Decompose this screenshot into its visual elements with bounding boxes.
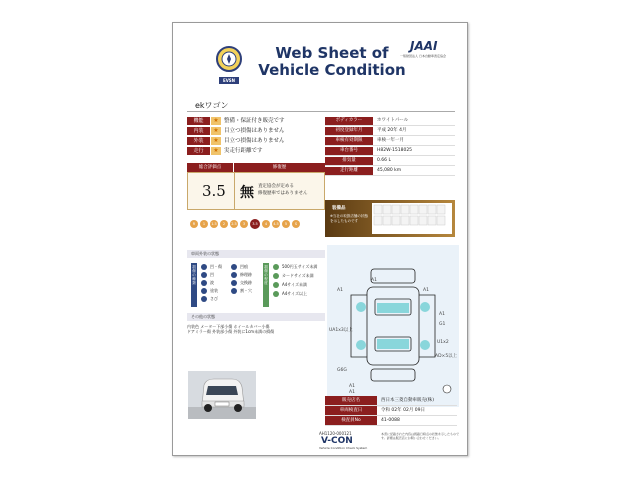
remarks-title: その他の状態 — [187, 313, 325, 321]
spec-value: H82W-1518025 — [377, 148, 413, 153]
diagram-label: A1 — [371, 278, 377, 283]
diagram-label: G6G — [337, 368, 347, 373]
spec-value: ホワイトパール — [377, 118, 409, 123]
damage-code-icon — [231, 280, 237, 286]
legend-title: 車両外装の状態 — [187, 250, 325, 258]
damage-code-icon — [201, 280, 207, 286]
divider — [187, 111, 455, 112]
divider — [234, 173, 235, 209]
legend-item-text: 凹痕 — [240, 264, 248, 269]
level-icon — [273, 264, 279, 270]
spec-row — [325, 117, 455, 126]
legend-side-label: 損傷の程度 — [263, 263, 269, 307]
evaluation-header — [187, 163, 325, 172]
dealer-label: 車両検査日 — [325, 406, 377, 415]
damage-diagram — [327, 245, 459, 407]
legend-side-label: 損傷の種類 — [191, 263, 197, 307]
legend-item-text: カードサイズ未満 — [282, 273, 314, 278]
spec-value: 45,080 km — [377, 168, 402, 173]
repair-note — [258, 184, 308, 197]
score-scale — [190, 220, 330, 229]
spec-label: ボディカラー — [325, 117, 373, 125]
diagram-label: UA1x3以上 — [329, 328, 353, 333]
spec-label: 車検有効期限 — [325, 137, 373, 145]
spec-row — [325, 157, 455, 166]
legend-item-text: A4サイズ未満 — [282, 282, 307, 287]
equipment-note: ※当社の取扱店舗の状態を示したものです — [330, 214, 368, 223]
vcon-logo: V-CON — [321, 436, 353, 446]
jaai-logo: JAAI — [410, 39, 438, 53]
repair-label: 修復歴 — [234, 163, 325, 172]
vcon-subtitle: Vehicle Condition Check System — [319, 446, 368, 450]
star-icon: ★ — [211, 127, 221, 135]
condition-row — [187, 137, 319, 146]
damage-code-icon — [231, 264, 237, 270]
spec-row — [325, 137, 455, 146]
dealer-label: 販売店名 — [325, 396, 377, 405]
vehicle-model: ekワゴン — [195, 101, 229, 110]
dealer-value: 令和 02年 02月 09日 — [381, 408, 425, 413]
diagram-label: A1 — [423, 288, 429, 293]
diagram-label: A1 — [337, 288, 343, 293]
legend-item-text: 割・穴 — [240, 288, 252, 293]
vehicle-photo — [188, 371, 256, 419]
star-icon: ★ — [211, 117, 221, 125]
condition-label: 外装 — [187, 137, 210, 145]
repair-note-line: 修復歴車ではありません — [258, 190, 308, 196]
damage-code-icon — [201, 264, 207, 270]
scale-dot: 3 — [240, 220, 248, 228]
diagram-label: A1 — [349, 384, 355, 389]
legend-item-text: 修理跡 — [240, 272, 252, 277]
legend-item — [201, 271, 214, 278]
legend-item-text: 500円玉サイズ未満 — [282, 264, 318, 269]
repair-note-line: 査定協会が定める — [258, 184, 294, 189]
dealer-label: 検査員No — [325, 416, 377, 425]
direction-icon — [443, 385, 451, 393]
scale-dot: 2 — [220, 220, 228, 228]
legend-item-text: A4サイズ以上 — [282, 291, 307, 296]
diagram-label: A1 — [349, 390, 355, 395]
car-image-icon — [188, 371, 256, 419]
sheet-id: AH1120-000121 — [319, 431, 352, 436]
condition-text: 目立つ損傷はありません — [224, 128, 285, 134]
condition-row — [187, 117, 319, 126]
overall-score: 3.5 — [202, 182, 226, 200]
scale-dot: R — [190, 220, 198, 228]
legend-item — [231, 271, 252, 278]
legend-item-text: 交換跡 — [240, 280, 252, 285]
damage-code-icon — [201, 272, 207, 278]
legend-item-text: 塗装 — [210, 288, 218, 293]
legend-item — [273, 290, 307, 297]
equipment-panel — [325, 200, 455, 237]
scale-dot: 5 — [282, 220, 290, 228]
condition-row — [187, 127, 319, 136]
condition-text: 目立つ損傷はありません — [224, 138, 285, 144]
damage-code-icon — [201, 296, 207, 302]
evsn-emblem-icon — [215, 46, 243, 76]
damage-code-icon — [201, 288, 207, 294]
condition-label: 機能 — [187, 117, 210, 125]
spec-row — [325, 167, 455, 176]
spec-label: 排気量 — [325, 157, 373, 165]
damage-code-icon — [231, 272, 237, 278]
spec-row — [325, 127, 455, 136]
level-icon — [273, 282, 279, 288]
spec-label: 初度登録年月 — [325, 127, 373, 135]
dealer-row — [325, 406, 457, 416]
dealer-info — [325, 396, 457, 426]
legend-item — [273, 272, 314, 279]
star-icon: ★ — [211, 137, 221, 145]
remarks-text — [187, 324, 325, 334]
legend-item — [201, 279, 214, 286]
equipment-grid — [372, 203, 452, 234]
diagram-label: A1 — [439, 312, 445, 317]
evaluation-box — [187, 172, 325, 210]
condition-text: 実走行距離です — [224, 148, 263, 154]
spec-value: 0.66 L — [377, 158, 391, 163]
damage-legend — [187, 263, 325, 307]
remark-line: ドアミラー傷 外装部小傷 外装に1cm未満の損傷 — [187, 329, 275, 334]
spec-row — [325, 147, 455, 156]
scale-dot: 1.5 — [211, 222, 217, 226]
legend-item — [201, 287, 218, 294]
scale-dot-selected: 3.5 — [250, 219, 260, 229]
legend-item-text: 凹 — [210, 272, 214, 277]
legend-item-text: 凹・傷 — [210, 264, 222, 269]
car-body-diagram-icon — [327, 245, 459, 395]
remark-line: 内装色 メーター下部小傷 ホイールカバー小傷 — [187, 324, 270, 329]
jaai-subtitle: 一般財団法人 日本自動車査定協会 — [400, 54, 446, 58]
damage-code-icon — [231, 288, 237, 294]
dealer-value: 41-0088 — [381, 418, 400, 423]
level-icon — [273, 273, 279, 279]
condition-row — [187, 147, 319, 156]
legend-item — [273, 263, 317, 270]
emblem-caption: EVSN — [219, 77, 239, 84]
overall-label: 総合評価点 — [187, 163, 233, 172]
spec-label: 車台番号 — [325, 147, 373, 155]
scale-dot: 4 — [262, 220, 270, 228]
star-icon: ★ — [211, 147, 221, 155]
repair-symbol: 無 — [240, 185, 254, 201]
legend-item-text: 波 — [210, 280, 214, 285]
condition-label: 内装 — [187, 127, 210, 135]
legend-item — [201, 295, 218, 302]
spec-value: 車検一年一月 — [377, 138, 404, 143]
condition-text: 整備・保証付き販売です — [224, 118, 285, 124]
legend-item — [231, 279, 252, 286]
title-line-2: Vehicle Condition — [258, 61, 406, 79]
dealer-value: 西日本三菱自動車販売(株) — [381, 398, 435, 403]
equipment-label: 装備品 — [332, 206, 346, 211]
legend-item — [201, 263, 222, 270]
dealer-row — [325, 396, 457, 406]
scale-dot: 1 — [200, 220, 208, 228]
scale-dot: 4.5 — [273, 222, 279, 226]
legend-item — [231, 263, 248, 270]
sheet-title — [254, 45, 410, 79]
level-icon — [273, 291, 279, 297]
diagram-label: G1 — [439, 322, 446, 327]
spec-label: 走行距離 — [325, 167, 373, 175]
title-line-1: Web Sheet of — [275, 44, 389, 62]
legend-item-text: さび — [210, 296, 218, 301]
diagram-label: AD×5以上 — [435, 354, 458, 359]
legend-item — [273, 281, 307, 288]
condition-sheet — [172, 22, 468, 456]
disclaimer: 本書に記載された内容は掲載日時点の状態を示したものです。詳細は販売店にお問い合わせください。 — [381, 432, 460, 440]
legend-item — [231, 287, 252, 294]
condition-label: 走行 — [187, 147, 210, 155]
diagram-label: U1x2 — [437, 340, 449, 345]
scale-dot: S — [292, 220, 300, 228]
scale-dot: 2.5 — [231, 222, 237, 226]
dealer-row — [325, 416, 457, 426]
spec-value: 平成 20年 4月 — [377, 128, 407, 133]
